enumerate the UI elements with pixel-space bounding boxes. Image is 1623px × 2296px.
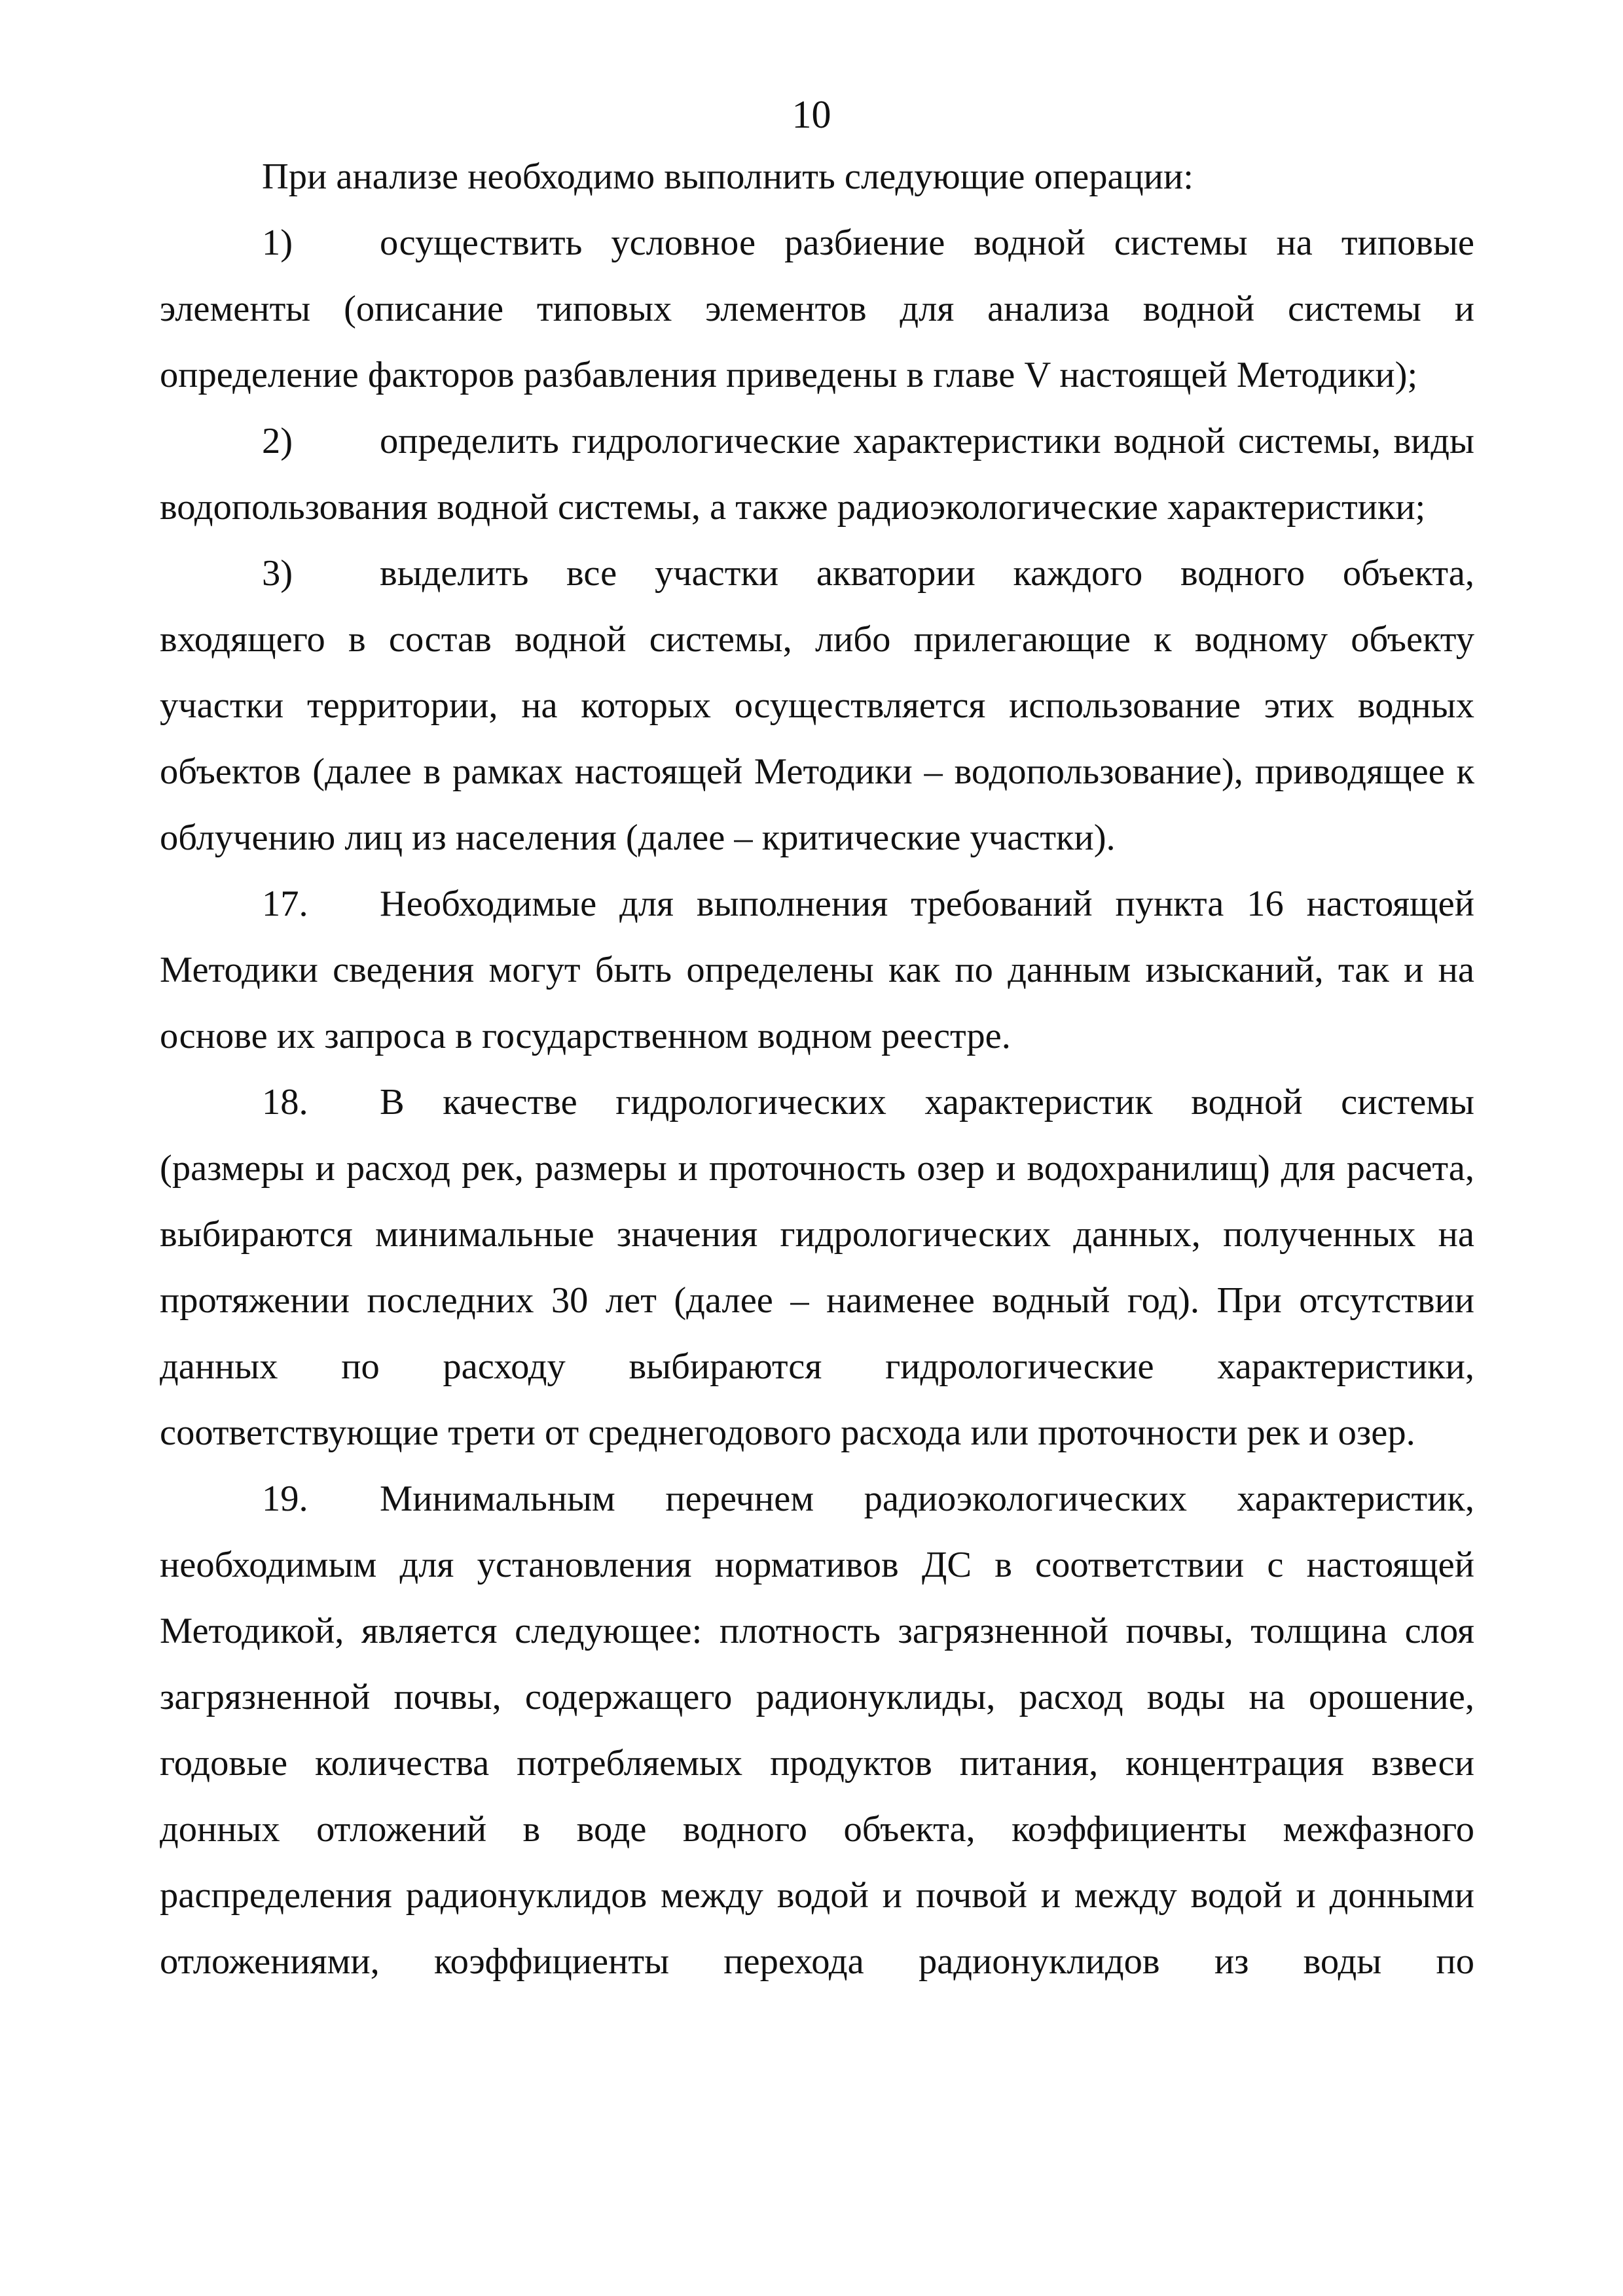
list-item-1 [160, 210, 1474, 408]
paragraph-number: 19. [262, 1479, 308, 1519]
list-item-number: 2) [262, 421, 293, 461]
intro-paragraph: При анализе необходимо выполнить следующие операции: [262, 156, 1194, 197]
paragraph-text: Необходимые для выполнения требований пункта 16 настоящей Методики сведения могут быть определены как по данным изысканий, так и на основе их запроса в государственном водном реестре. [160, 884, 1474, 1056]
list-item-3 [160, 541, 1474, 871]
list-item-text: выделить все участки акватории каждого водного объекта, входящего в состав водной системы, либо прилегающие к водному объекту участки территории, на которых осуществляется использование этих водных объектов (далее в рамках настоящей Методики – водопользование), приводящее к облучению лиц из населения (далее – критические участки). [160, 553, 1474, 858]
list-item-text: осуществить условное разбиение водной системы на типовые элементы (описание типовых элементов для анализа водной системы и определение факторов разбавления приведены в главе V настоящей Методики); [160, 223, 1474, 395]
paragraph-18 [160, 1069, 1474, 1466]
page-number: 10 [792, 93, 831, 136]
paragraph-17 [160, 871, 1474, 1069]
paragraph-number: 18. [262, 1082, 308, 1122]
body-text [160, 144, 1474, 1995]
list-item-number: 1) [262, 223, 293, 263]
paragraph-number: 17. [262, 884, 308, 924]
paragraph-text: Минимальным перечнем радиоэкологических характеристик, необходимым для установления нормативов ДС в соответствии с настоящей Методикой, является следующее: плотность загрязненной почвы, толщина слоя загрязненной почвы, содержащего радионуклиды, расход воды на орошение, годовые количества потребляемых продуктов питания, концентрация взвеси донных отложений в воде водного объекта, коэффициенты межфазного распределения радионуклидов между водой и почвой и между водой и донными отложениями, коэффициенты перехода радионуклидов из воды по [160, 1479, 1474, 1982]
list-item-text: определить гидрологические характеристики водной системы, виды водопользования водной системы, а также радиоэкологические характеристики; [160, 421, 1474, 528]
list-item-2 [160, 408, 1474, 541]
paragraph-19 [160, 1466, 1474, 1995]
list-item-number: 3) [262, 553, 293, 594]
paragraph-text: В качестве гидрологических характеристик водной системы (размеры и расход рек, размеры и проточность озер и водохранилищ) для расчета, выбираются минимальные значения гидрологических данных, полученных на протяжении последних 30 лет (далее – наименее водный год). При отсутствии данных по расходу выбираются гидрологические характеристики, соответствующие трети от среднегодового расхода или проточности рек и озер. [160, 1082, 1474, 1453]
